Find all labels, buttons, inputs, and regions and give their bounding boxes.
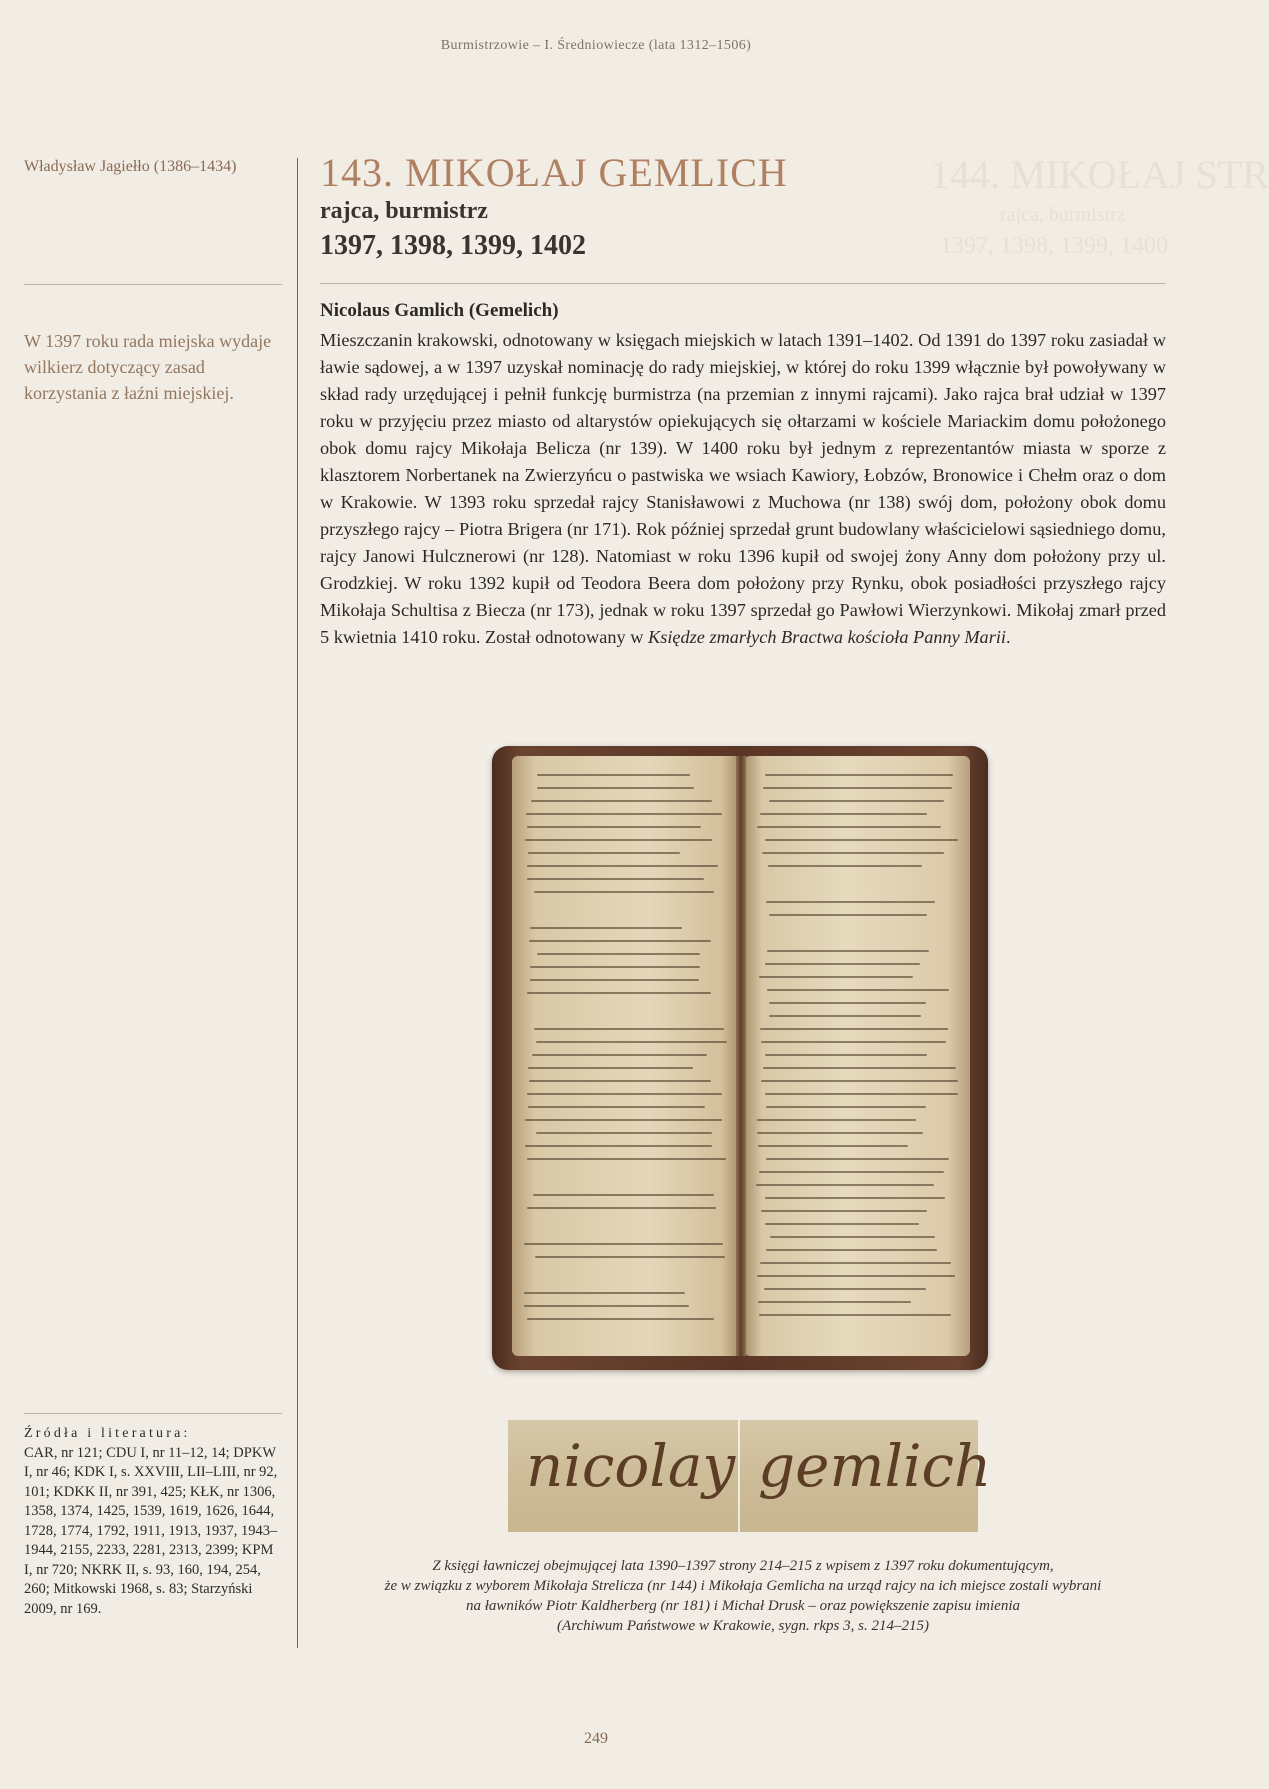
handwriting-line — [758, 1145, 909, 1147]
handwriting-line — [759, 1171, 944, 1173]
entry-body-end: . — [1005, 627, 1011, 647]
handwriting-line — [766, 1106, 926, 1108]
sources-text: CAR, nr 121; CDU I, nr 11–12, 14; DPKW I, nr 46; KDK I, s. XXVIII, LII–LIII, nr 92, 101; KDKK II, nr 391, 425; KŁK, nr 1306, 1358, 1374, 1425, 1539, 1619, 1626, 1644, 1728, 1774, 1792, 1911, 1913, 1937, 1943–1944, 2155, 2233, 2281, 2313, 2399; KPM I, nr 720; NKRK II, s. 93, 160, 194, 254, 260; Mitkowski 1968, s. 83; Starzyński 2009, nr 169. — [24, 1444, 278, 1617]
handwriting-line — [757, 826, 942, 828]
handwriting-line — [760, 813, 927, 815]
handwriting-line — [527, 1093, 722, 1095]
handwriting-line — [537, 787, 694, 789]
handwriting-line — [766, 1158, 949, 1160]
book-gutter — [736, 756, 746, 1356]
handwriting-line — [765, 963, 919, 965]
sidebar-divider — [24, 284, 282, 285]
handwriting-line — [768, 865, 922, 867]
entry-name-variant: Nicolaus Gamlich (Gemelich) — [320, 300, 559, 321]
handwriting-line — [530, 966, 699, 968]
show-through-years: 1397, 1398, 1399, 1400 — [940, 233, 1168, 259]
caption-line: na ławników Piotr Kaldherberg (nr 181) i Michał Drusk – oraz powiększenie zapisu imienia — [466, 1598, 1020, 1614]
handwriting-line — [527, 826, 702, 828]
entry-body-text: Mieszczanin krakowski, odnotowany w księgach miejskich w latach 1391–1402. Od 1391 do 1397 roku zasiadał w ławie sądowej, a w 1397 uzyskał nominację do rady miejskiej, w której do roku 1399 włącznie był powoływany w skład rady urzędującej i pełnił funkcję burmistrza (na przemian z innymi rajcami). Jako rajca brał udział w 1397 roku w przyjęciu przez miasto od altarystów opiekujących się ołtarzami w kościele Mariackim domu położonego obok domu rajcy Mikołaja Belicza (nr 139). W 1400 roku był jednym z reprezentantów miasta w sporze z klasztorem Norbertanek na Zwierzyńcu o pastwiska we wsiach Kawiory, Łobzów, Bronowice i Chełm oraz o dom w Krakowie. W 1393 roku sprzedał rajcy Stanisławowi z Muchowa (nr 138) swój dom, położony obok domu przyszłego rajcy – Piotra Brigera (nr 171). Rok później sprzedał grunt budowlany właścicielowi sąsiedniego domu, rajcy Janowi Hulcznerowi (nr 128). Natomiast w roku 1396 kupił od swojej żony Anny dom położony przy ul. Grodzkiej. W roku 1392 kupił od Teodora Beera dom położony przy Rynku, obok posiadłości przyszłego rajcy Mikołaja Schultisa z Biecza (nr 173), jednak w roku 1397 sprzedał go Pawłowi Wierzynkowi. Mikołaj zmarł przed 5 kwietnia 1410 roku. Został odnotowany w — [320, 330, 1166, 647]
handwriting-enlargement — [508, 1420, 992, 1532]
handwriting-line — [527, 1207, 716, 1209]
caption-line: że w związku z wyborem Mikołaja Strelicza (nr 144) i Mikołaja Gemlicha na urząd rajcy na ich miejsce zostali wybrani — [384, 1578, 1102, 1594]
left-page — [512, 756, 740, 1356]
handwriting-line — [535, 1256, 725, 1258]
handwriting-line — [765, 774, 953, 776]
handwriting-line — [524, 1305, 689, 1307]
handwriting-line — [537, 953, 701, 955]
handwriting-line — [529, 940, 711, 942]
sources-heading: Źródła i literatura: — [24, 1426, 191, 1441]
entry-body — [320, 327, 1166, 651]
handwriting-line — [765, 1093, 958, 1095]
caption-line: Z księgi ławniczej obejmującej lata 1390–1397 strony 214–215 z wpisem z 1397 roku dokumentującym, — [432, 1558, 1054, 1574]
handwriting-word-1: nicolay — [526, 1432, 736, 1500]
handwriting-line — [525, 1145, 712, 1147]
handwriting-line — [527, 992, 712, 994]
handwriting-line — [527, 1158, 726, 1160]
handwriting-line — [765, 1197, 946, 1199]
handwriting-word-2: gemlich — [758, 1432, 992, 1500]
caption-line: (Archiwum Państwowe w Krakowie, sygn. rkps 3, s. 214–215) — [557, 1618, 929, 1634]
handwriting-line — [769, 800, 944, 802]
handwriting-line — [761, 1080, 958, 1082]
handwriting-line — [757, 1275, 955, 1277]
sources-divider — [24, 1413, 282, 1414]
handwriting-line — [525, 1119, 722, 1121]
show-through-title: 144. MIKOŁAJ STR — [930, 152, 1269, 197]
handwriting-line — [534, 891, 714, 893]
handwriting-line — [766, 901, 935, 903]
handwriting-line — [760, 1262, 951, 1264]
handwriting-line — [537, 774, 691, 776]
handwriting-line — [769, 1002, 926, 1004]
handwriting-line — [533, 1194, 714, 1196]
handwriting-line — [757, 1119, 917, 1121]
handwriting-line — [532, 1054, 707, 1056]
book-binding — [492, 746, 988, 1370]
handwriting-line — [761, 1041, 945, 1043]
handwriting-line — [525, 839, 711, 841]
handwriting-line — [527, 865, 719, 867]
handwriting-line — [766, 1249, 937, 1251]
column-divider — [297, 158, 298, 1648]
reign-label: Władysław Jagiełło (1386–1434) — [24, 158, 237, 175]
handwriting-line — [528, 1106, 705, 1108]
handwriting-line — [762, 852, 944, 854]
handwriting-line — [769, 914, 927, 916]
handwriting-line — [759, 976, 913, 978]
handwriting-line — [764, 1288, 926, 1290]
handwriting-line — [529, 1080, 711, 1082]
handwriting-line — [770, 1236, 935, 1238]
sidebar-note: W 1397 roku rada miejska wydaje wilkierz dotyczący zasad korzystania z łaźni miejskiej. — [24, 331, 272, 403]
entry-role: rajca, burmistrz — [320, 198, 488, 224]
handwriting-line — [765, 839, 958, 841]
figure-caption — [320, 1556, 1166, 1636]
handwriting-line — [530, 927, 682, 929]
handwriting-line — [524, 1292, 685, 1294]
book-title: Księdze zmarłych Bractwa kościoła Panny Marii — [648, 627, 1006, 647]
show-through-role: rajca, burmistrz — [1000, 204, 1126, 226]
handwriting-line — [765, 1054, 927, 1056]
handwriting-line — [759, 1314, 952, 1316]
right-page — [744, 756, 970, 1356]
handwriting-line — [763, 1067, 956, 1069]
handwriting-line — [527, 878, 705, 880]
handwriting-line — [536, 1132, 713, 1134]
handwriting-line — [757, 1132, 923, 1134]
handwriting-line — [528, 1067, 693, 1069]
enlargement-divider — [738, 1420, 740, 1532]
entry-title: 143. MIKOŁAJ GEMLICH — [320, 150, 788, 195]
handwriting-line — [760, 1028, 948, 1030]
entry-years: 1397, 1398, 1399, 1402 — [320, 230, 586, 261]
handwriting-line — [527, 1318, 714, 1320]
handwriting-line — [765, 1223, 919, 1225]
handwriting-line — [524, 1243, 723, 1245]
entry-divider — [320, 283, 1166, 284]
handwriting-line — [769, 1015, 922, 1017]
handwriting-line — [761, 1210, 927, 1212]
running-header: Burmistrzowie – I. Średniowiecze (lata 1312–1506) — [440, 38, 752, 53]
handwriting-line — [534, 1028, 724, 1030]
handwriting-line — [526, 813, 723, 815]
handwriting-line — [758, 1301, 911, 1303]
handwriting-line — [530, 979, 699, 981]
sources-block — [24, 1424, 282, 1619]
handwriting-line — [531, 800, 712, 802]
handwriting-line — [536, 1041, 727, 1043]
page-number: 249 — [584, 1730, 608, 1747]
handwriting-line — [767, 989, 949, 991]
manuscript-photo — [488, 744, 992, 1374]
handwriting-line — [528, 852, 679, 854]
handwriting-line — [767, 950, 929, 952]
handwriting-line — [763, 787, 952, 789]
handwriting-line — [756, 1184, 934, 1186]
